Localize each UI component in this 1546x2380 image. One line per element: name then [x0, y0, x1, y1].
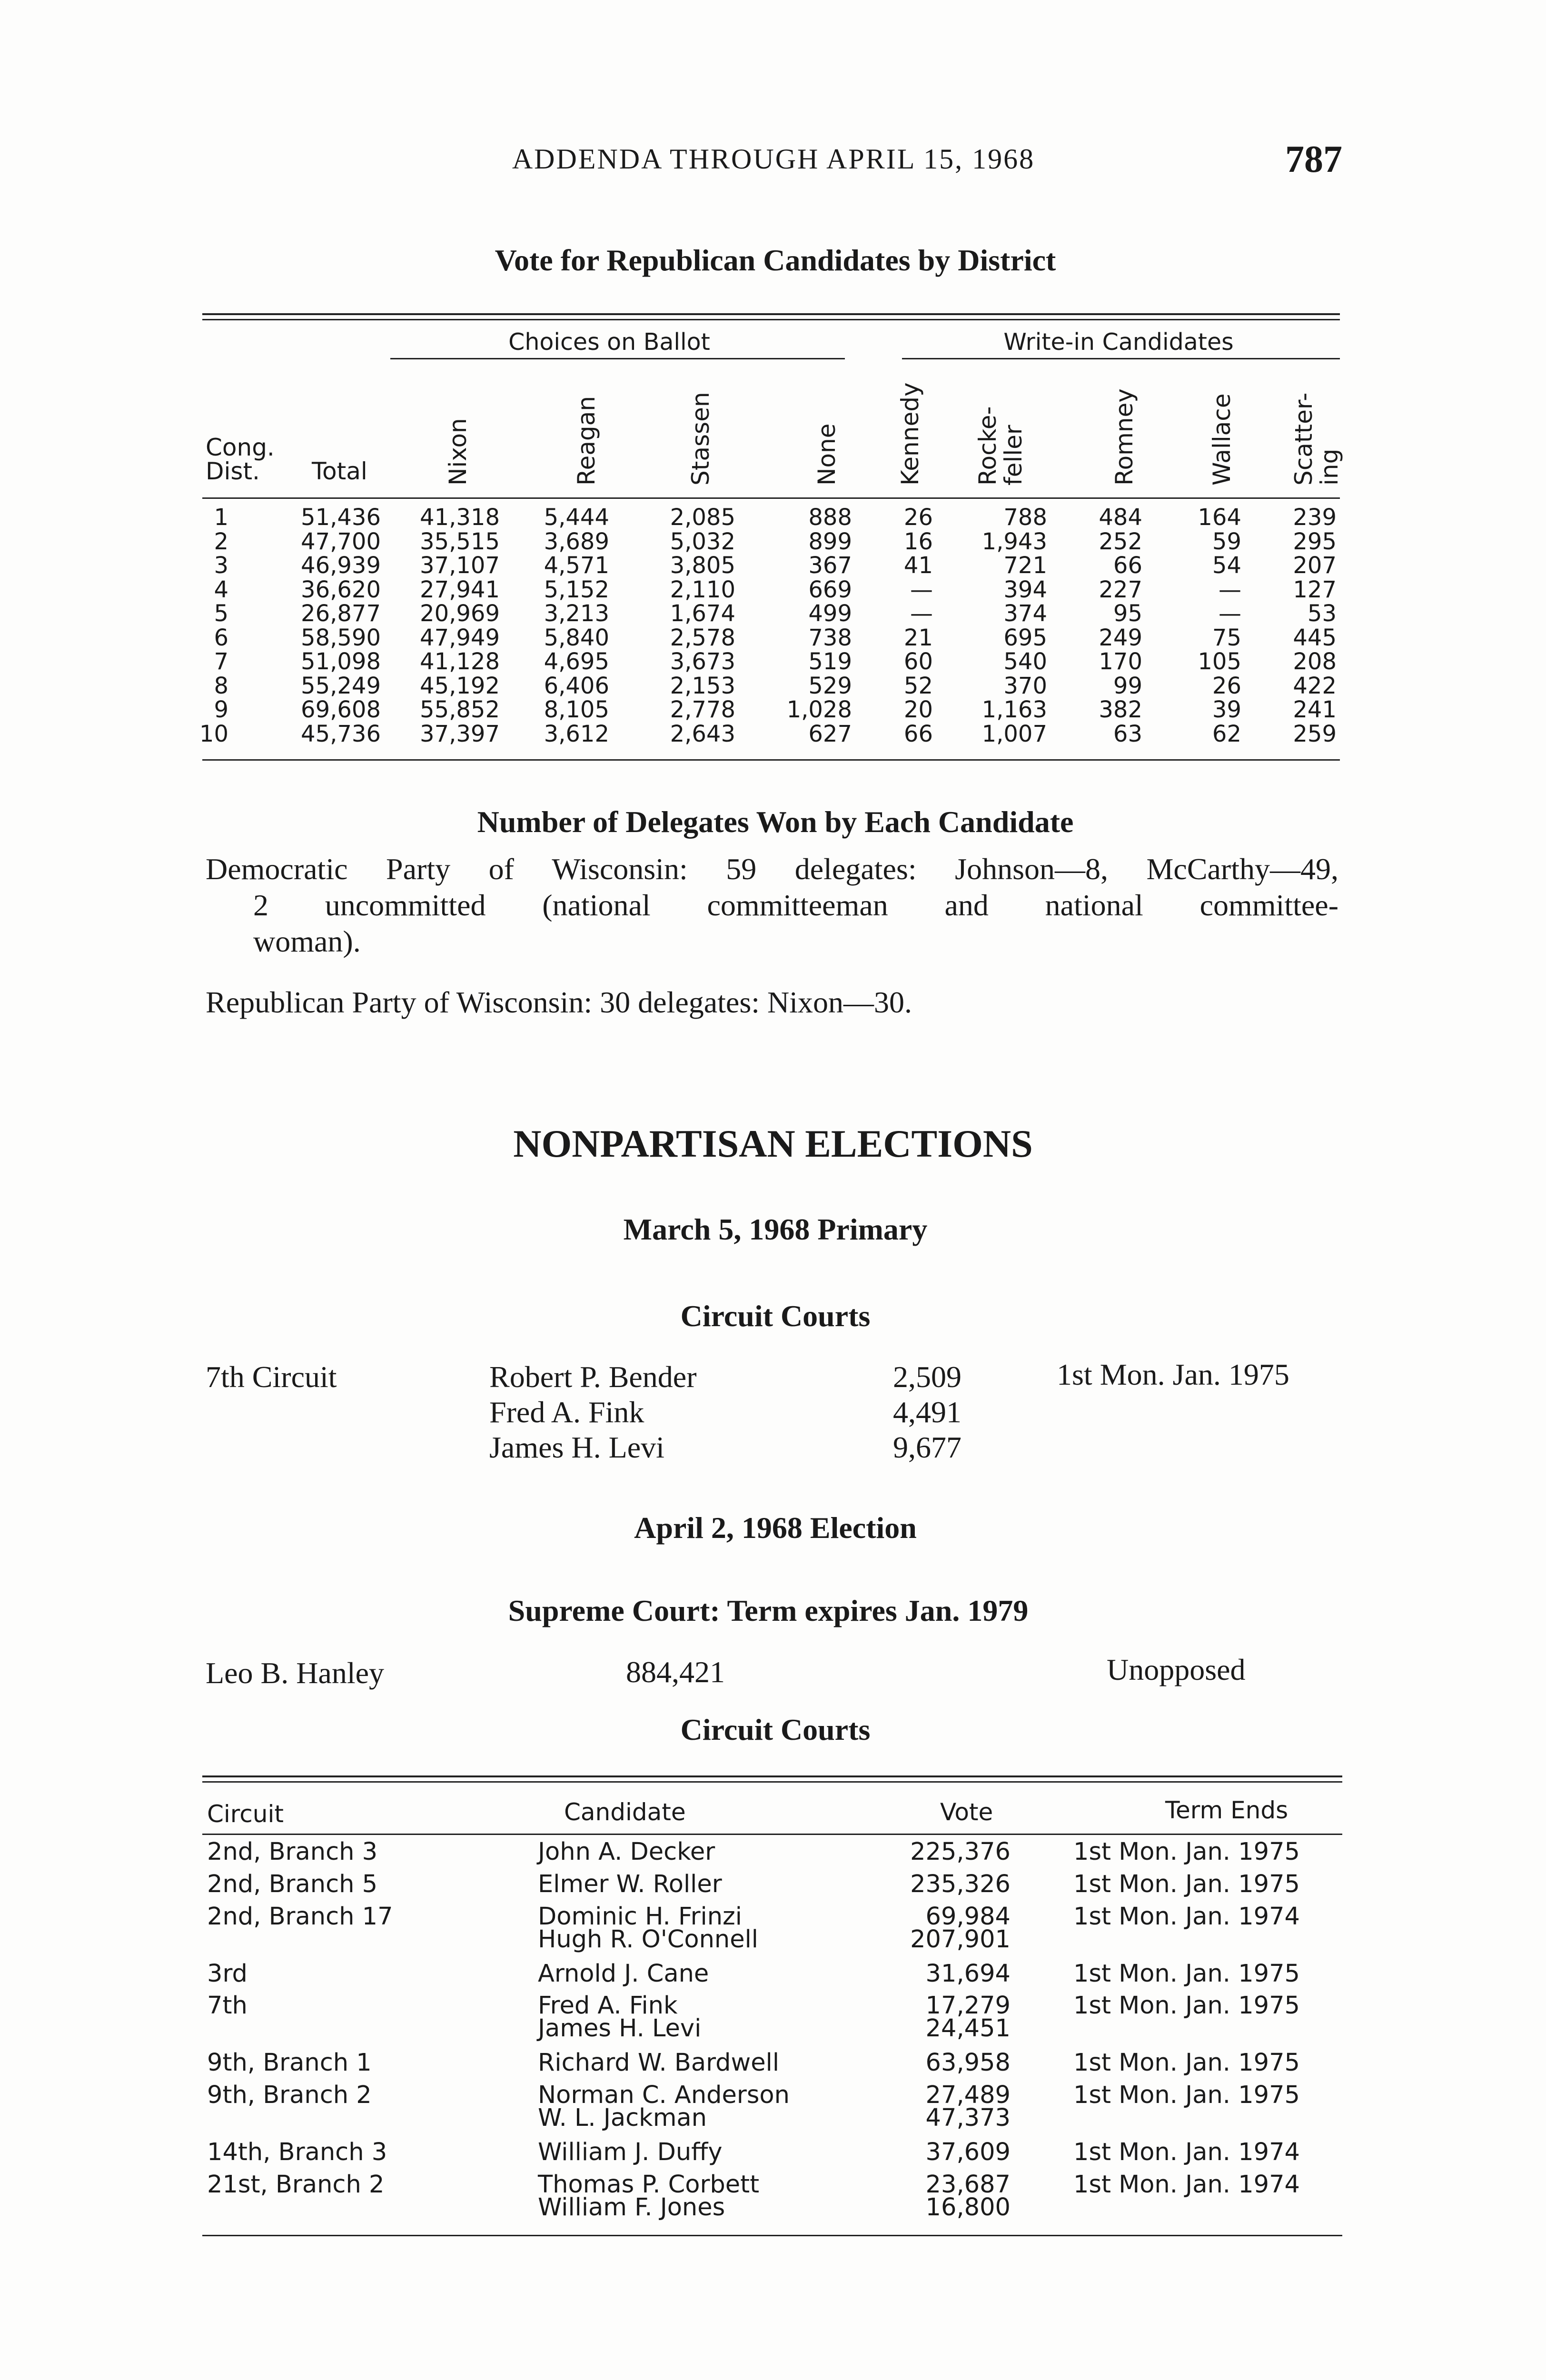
- cell-none: 888: [808, 504, 852, 531]
- cell-kennedy: —: [910, 576, 933, 603]
- cell-scattering: 259: [1293, 720, 1337, 747]
- cell-romney: 227: [1099, 576, 1142, 603]
- cell-dist: 4: [214, 576, 228, 603]
- cell-kennedy: 41: [903, 552, 933, 579]
- table-row: [0, 1904, 1546, 1929]
- cell-none: 1,028: [786, 696, 852, 723]
- cell-kennedy: —: [910, 600, 933, 627]
- cell-nixon: 37,397: [420, 720, 500, 747]
- cell-circuit: 2nd, Branch 3: [207, 1838, 378, 1866]
- cell-reagan: 3,213: [544, 600, 609, 627]
- cell-term: 1st Mon. Jan. 1975: [1073, 2081, 1300, 2109]
- cell-total: 45,736: [301, 720, 381, 747]
- cell-romney: 63: [1113, 720, 1142, 747]
- circuit-courts-title: Circuit Courts: [680, 1713, 871, 1746]
- results-header-rule: [202, 1834, 1342, 1835]
- primary-vote: 9,677: [893, 1430, 961, 1464]
- district-row: [0, 722, 1546, 746]
- cell-reagan: 5,444: [544, 504, 609, 531]
- cell-none: 899: [808, 528, 852, 555]
- table-top-rule-2: [202, 319, 1340, 320]
- cell-vote: 24,451: [925, 2014, 1011, 2043]
- cell-circuit: 3rd: [207, 1960, 248, 1988]
- cell-stassen: 2,778: [670, 696, 735, 723]
- cell-vote: 27,489: [925, 2081, 1011, 2109]
- cell-romney: 252: [1099, 528, 1142, 555]
- cell-rockefeller: 540: [1003, 648, 1047, 675]
- cell-dist: 1: [214, 504, 228, 531]
- cell-kennedy: 52: [903, 672, 933, 699]
- primary-title: March 5, 1968 Primary: [623, 1212, 928, 1246]
- primary-vote: 4,491: [893, 1395, 961, 1429]
- primary-vote: 2,509: [893, 1360, 961, 1394]
- cell-romney: 249: [1099, 624, 1142, 651]
- cell-nixon: 45,192: [420, 672, 500, 699]
- col-none: None: [813, 423, 841, 486]
- col-reagan: Reagan: [573, 396, 600, 486]
- cell-reagan: 3,612: [544, 720, 609, 747]
- choices-on-ballot-label: Choices on Ballot: [508, 328, 710, 356]
- election-title: April 2, 1968 Election: [634, 1511, 917, 1545]
- results-top-rule: [202, 1775, 1342, 1777]
- cell-rockefeller: 788: [1003, 504, 1047, 531]
- cell-reagan: 8,105: [544, 696, 609, 723]
- cell-total: 26,877: [301, 600, 381, 627]
- cell-scattering: 241: [1293, 696, 1337, 723]
- cell-rockefeller: 394: [1003, 576, 1047, 603]
- cell-romney: 66: [1113, 552, 1142, 579]
- col-stassen: Stassen: [687, 392, 714, 486]
- district-row: [0, 554, 1546, 577]
- cell-reagan: 6,406: [544, 672, 609, 699]
- cell-term: 1st Mon. Jan. 1975: [1073, 1870, 1300, 1898]
- primary-circuit: 7th Circuit: [206, 1360, 337, 1394]
- cell-dist: 3: [214, 552, 228, 579]
- cell-circuit: 2nd, Branch 5: [207, 1870, 378, 1898]
- supreme-vote: 884,421: [626, 1655, 725, 1689]
- choices-underline: [390, 358, 845, 359]
- write-in-underline: [902, 358, 1340, 359]
- district-row: [0, 674, 1546, 698]
- cell-kennedy: 20: [903, 696, 933, 723]
- cell-none: 519: [808, 648, 852, 675]
- cell-nixon: 37,107: [420, 552, 500, 579]
- col-scattering: Scatter- ing: [1290, 392, 1343, 486]
- cell-kennedy: 60: [903, 648, 933, 675]
- cell-candidate: Dominic H. Frinzi: [538, 1903, 742, 1931]
- cell-none: 367: [808, 552, 852, 579]
- page-number: 787: [1285, 139, 1342, 180]
- header-candidate: Candidate: [564, 1798, 686, 1826]
- cell-circuit: 7th: [207, 1992, 248, 2020]
- col-nixon: Nixon: [444, 418, 472, 486]
- cell-kennedy: 26: [903, 504, 933, 531]
- cell-circuit: 9th, Branch 2: [207, 2081, 372, 2109]
- cell-wallace: 54: [1212, 552, 1241, 579]
- cell-candidate: Norman C. Anderson: [538, 2081, 790, 2109]
- cell-candidate: Thomas P. Corbett: [538, 2171, 760, 2199]
- cell-scattering: 445: [1293, 624, 1337, 651]
- cell-wallace: 59: [1212, 528, 1241, 555]
- cell-stassen: 1,674: [670, 600, 735, 627]
- cell-none: 499: [808, 600, 852, 627]
- table-row: [0, 1962, 1546, 1986]
- cell-wallace: 164: [1198, 504, 1241, 531]
- cell-term: 1st Mon. Jan. 1975: [1073, 1838, 1300, 1866]
- cell-candidate: William J. Duffy: [538, 2138, 723, 2166]
- cell-vote: 225,376: [910, 1838, 1011, 1866]
- write-in-label: Write-in Candidates: [1003, 328, 1234, 356]
- cell-stassen: 2,153: [670, 672, 735, 699]
- cell-dist: 6: [214, 624, 228, 651]
- nonpartisan-title: NONPARTISAN ELECTIONS: [513, 1122, 1033, 1165]
- cell-total: 55,249: [301, 672, 381, 699]
- cell-reagan: 4,695: [544, 648, 609, 675]
- cell-vote: 63,958: [925, 2049, 1011, 2077]
- table-row: [0, 1993, 1546, 2018]
- cell-dist: 9: [214, 696, 228, 723]
- cell-scattering: 53: [1307, 600, 1337, 627]
- cell-kennedy: 16: [903, 528, 933, 555]
- table-row: [0, 2195, 1546, 2220]
- col-rockefeller: Rocke- feller: [974, 406, 1027, 486]
- cell-vote: 37,609: [925, 2138, 1011, 2166]
- cell-reagan: 3,689: [544, 528, 609, 555]
- supreme-court-title: Supreme Court: Term expires Jan. 1979: [508, 1594, 1029, 1627]
- cell-nixon: 27,941: [420, 576, 500, 603]
- cell-wallace: —: [1219, 600, 1241, 627]
- cell-wallace: 75: [1212, 624, 1241, 651]
- table-row: [0, 1927, 1546, 1952]
- cell-term: 1st Mon. Jan. 1974: [1073, 2171, 1300, 2199]
- cell-rockefeller: 1,163: [981, 696, 1047, 723]
- district-row: [0, 578, 1546, 602]
- cell-none: 669: [808, 576, 852, 603]
- supreme-candidate: Leo B. Hanley: [206, 1656, 384, 1690]
- cell-scattering: 239: [1293, 504, 1337, 531]
- district-row: [0, 602, 1546, 625]
- cell-reagan: 5,152: [544, 576, 609, 603]
- cell-stassen: 3,673: [670, 648, 735, 675]
- cell-rockefeller: 695: [1003, 624, 1047, 651]
- cell-kennedy: 21: [903, 624, 933, 651]
- cell-vote: 23,687: [925, 2171, 1011, 2199]
- col-wallace: Wallace: [1208, 393, 1236, 486]
- cell-romney: 382: [1099, 696, 1142, 723]
- col-total: Total: [312, 457, 367, 485]
- cell-term: 1st Mon. Jan. 1975: [1073, 2049, 1300, 2077]
- cell-wallace: 26: [1212, 672, 1241, 699]
- cell-none: 738: [808, 624, 852, 651]
- cell-term: 1st Mon. Jan. 1974: [1073, 1903, 1300, 1931]
- district-table-title: Vote for Republican Candidates by District: [495, 243, 1056, 277]
- cell-candidate: W. L. Jackman: [538, 2104, 707, 2132]
- delegates-title: Number of Delegates Won by Each Candidate: [477, 805, 1074, 839]
- cell-scattering: 208: [1293, 648, 1337, 675]
- primary-candidate: Robert P. Bender: [489, 1360, 697, 1394]
- results-bottom-rule: [202, 2235, 1342, 2236]
- col-cong-dist: Cong. Dist.: [206, 434, 275, 485]
- cell-nixon: 20,969: [420, 600, 500, 627]
- cell-scattering: 295: [1293, 528, 1337, 555]
- cell-stassen: 3,805: [670, 552, 735, 579]
- table-row: [0, 1840, 1546, 1864]
- cell-stassen: 2,578: [670, 624, 735, 651]
- col-romney: Romney: [1110, 388, 1138, 486]
- running-head: ADDENDA THROUGH APRIL 15, 1968: [512, 143, 1035, 175]
- cell-rockefeller: 1,007: [981, 720, 1047, 747]
- cell-rockefeller: 370: [1003, 672, 1047, 699]
- table-row: [0, 2016, 1546, 2041]
- district-row: [0, 698, 1546, 722]
- table-row: [0, 2051, 1546, 2075]
- cell-term: 1st Mon. Jan. 1975: [1073, 1960, 1300, 1988]
- cell-romney: 484: [1099, 504, 1142, 531]
- district-row: [0, 506, 1546, 529]
- primary-candidate: Fred A. Fink: [489, 1395, 644, 1429]
- cell-vote: 17,279: [925, 1992, 1011, 2020]
- cell-candidate: Arnold J. Cane: [538, 1960, 709, 1988]
- cell-kennedy: 66: [903, 720, 933, 747]
- cell-dist: 5: [214, 600, 228, 627]
- cell-wallace: 62: [1212, 720, 1241, 747]
- cell-vote: 16,800: [925, 2193, 1011, 2221]
- cell-scattering: 207: [1293, 552, 1337, 579]
- cell-nixon: 41,128: [420, 648, 500, 675]
- table-row: [0, 2140, 1546, 2165]
- cell-vote: 31,694: [925, 1960, 1011, 1988]
- table-row: [0, 2083, 1546, 2108]
- table-bottom-rule: [202, 759, 1340, 761]
- cell-candidate: John A. Decker: [538, 1838, 715, 1866]
- cell-candidate: Fred A. Fink: [538, 1992, 678, 2020]
- cell-reagan: 5,840: [544, 624, 609, 651]
- cell-rockefeller: 721: [1003, 552, 1047, 579]
- cell-none: 529: [808, 672, 852, 699]
- table-row: [0, 1872, 1546, 1897]
- results-top-rule-2: [202, 1781, 1342, 1783]
- cell-nixon: 47,949: [420, 624, 500, 651]
- cell-candidate: William F. Jones: [538, 2193, 725, 2221]
- democratic-delegates: Democratic Party of Wisconsin: 59 delegates: Johnson—8, McCarthy—49, 2 uncommitted (national committeeman and national committee- woman).: [206, 852, 1338, 958]
- primary-courts-title: Circuit Courts: [680, 1299, 871, 1333]
- header-vote: Vote: [940, 1798, 993, 1826]
- table-top-rule: [202, 313, 1340, 315]
- supreme-status: Unopposed: [1107, 1653, 1246, 1686]
- header-circuit: Circuit: [207, 1800, 284, 1828]
- cell-term: 1st Mon. Jan. 1974: [1073, 2138, 1300, 2166]
- cell-candidate: Richard W. Bardwell: [538, 2049, 779, 2077]
- cell-wallace: 39: [1212, 696, 1241, 723]
- cell-nixon: 41,318: [420, 504, 500, 531]
- cell-romney: 95: [1113, 600, 1142, 627]
- cell-total: 51,098: [301, 648, 381, 675]
- cell-nixon: 55,852: [420, 696, 500, 723]
- cell-stassen: 2,110: [670, 576, 735, 603]
- table-row: [0, 2106, 1546, 2131]
- col-kennedy: Kennedy: [896, 382, 924, 486]
- cell-romney: 170: [1099, 648, 1142, 675]
- table-row: [0, 2172, 1546, 2197]
- cell-candidate: Hugh R. O'Connell: [538, 1925, 758, 1954]
- cell-stassen: 5,032: [670, 528, 735, 555]
- cell-circuit: 2nd, Branch 17: [207, 1903, 393, 1931]
- cell-circuit: 9th, Branch 1: [207, 2049, 372, 2077]
- cell-total: 36,620: [301, 576, 381, 603]
- cell-vote: 47,373: [925, 2104, 1011, 2132]
- cell-total: 46,939: [301, 552, 381, 579]
- district-row: [0, 626, 1546, 650]
- primary-term: 1st Mon. Jan. 1975: [1057, 1358, 1289, 1391]
- cell-wallace: —: [1219, 576, 1241, 603]
- cell-total: 58,590: [301, 624, 381, 651]
- district-row: [0, 650, 1546, 674]
- cell-circuit: 21st, Branch 2: [207, 2171, 385, 2199]
- cell-total: 51,436: [301, 504, 381, 531]
- cell-stassen: 2,643: [670, 720, 735, 747]
- cell-vote: 69,984: [925, 1903, 1011, 1931]
- cell-vote: 235,326: [910, 1870, 1011, 1898]
- primary-candidate: James H. Levi: [489, 1430, 664, 1464]
- cell-reagan: 4,571: [544, 552, 609, 579]
- cell-nixon: 35,515: [420, 528, 500, 555]
- cell-dist: 10: [199, 720, 228, 747]
- cell-wallace: 105: [1198, 648, 1241, 675]
- cell-total: 69,608: [301, 696, 381, 723]
- cell-term: 1st Mon. Jan. 1975: [1073, 1992, 1300, 2020]
- cell-circuit: 14th, Branch 3: [207, 2138, 387, 2166]
- cell-candidate: James H. Levi: [538, 2014, 702, 2043]
- cell-scattering: 422: [1293, 672, 1337, 699]
- cell-candidate: Elmer W. Roller: [538, 1870, 722, 1898]
- cell-none: 627: [808, 720, 852, 747]
- header-rule: [202, 497, 1340, 499]
- cell-scattering: 127: [1293, 576, 1337, 603]
- cell-dist: 2: [214, 528, 228, 555]
- cell-dist: 7: [214, 648, 228, 675]
- header-term-ends: Term Ends: [1165, 1796, 1288, 1824]
- cell-dist: 8: [214, 672, 228, 699]
- cell-romney: 99: [1113, 672, 1142, 699]
- cell-rockefeller: 1,943: [981, 528, 1047, 555]
- cell-vote: 207,901: [910, 1925, 1011, 1954]
- cell-stassen: 2,085: [670, 504, 735, 531]
- republican-delegates: Republican Party of Wisconsin: 30 delegates: Nixon—30.: [206, 985, 912, 1019]
- cell-rockefeller: 374: [1003, 600, 1047, 627]
- cell-total: 47,700: [301, 528, 381, 555]
- district-row: [0, 530, 1546, 554]
